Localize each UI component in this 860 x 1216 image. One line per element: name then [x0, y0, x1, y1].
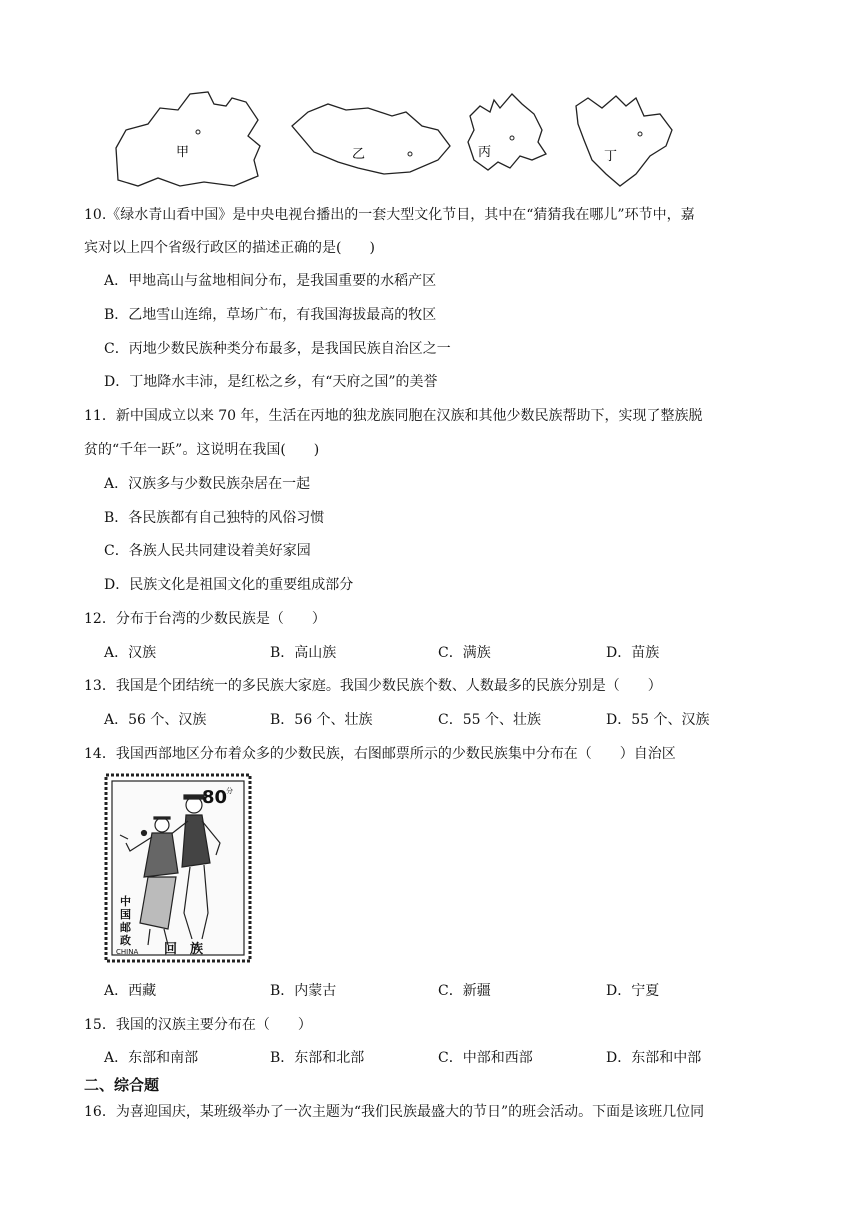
q14-option-d[interactable]: D．宁夏: [606, 983, 660, 999]
map-label-bing: 丙: [478, 145, 492, 160]
q14-stem: 14．我国西部地区分布着众多的少数民族，右图邮票所示的少数民族集中分布在（ ）自治区: [84, 746, 676, 762]
q13-option-a[interactable]: A．56 个、汉族: [104, 712, 207, 728]
q11-option-a[interactable]: A．汉族多与少数民族杂居在一起: [104, 476, 311, 492]
map-label-jia: 甲: [176, 145, 190, 160]
q12-option-c[interactable]: C．满族: [438, 645, 491, 661]
province-maps-figure: [108, 90, 688, 198]
q10-stem-line2: 宾对以上四个省级行政区的描述正确的是( ): [84, 240, 375, 256]
q13-option-b[interactable]: B．56 个、壮族: [270, 712, 373, 728]
q10-option-b[interactable]: B．乙地雪山连绵，草场广布，有我国海拔最高的牧区: [104, 307, 437, 323]
q13-stem: 13．我国是个团结统一的多民族大家庭。我国少数民族个数、人数最多的民族分别是（ ）: [84, 678, 662, 694]
q13-option-d[interactable]: D．55 个、汉族: [606, 712, 710, 728]
map-jia: [108, 90, 268, 190]
q14-option-c[interactable]: C．新疆: [438, 983, 491, 999]
q12-option-d[interactable]: D．苗族: [606, 645, 660, 661]
map-label-ding: 丁: [604, 149, 618, 164]
q12-options: [104, 642, 804, 664]
q16-stem-line1: 16．为喜迎国庆，某班级举办了一次主题为“我们民族最盛大的节日”的班会活动。下面是该班几位同: [84, 1104, 705, 1120]
q12-option-b[interactable]: B．高山族: [270, 645, 337, 661]
q15-option-d[interactable]: D．东部和中部: [606, 1050, 702, 1066]
q12-stem: 12．分布于台湾的少数民族是（ ）: [84, 611, 326, 627]
q11-stem-line2: 贫的“千年一跃”。这说明在我国( ): [84, 442, 320, 458]
q11-option-d[interactable]: D．民族文化是祖国文化的重要组成部分: [104, 577, 354, 593]
stamp-china: CHINA: [116, 948, 139, 956]
stamp-ethnic-label: 回 族: [164, 942, 204, 957]
stamp-country-3: 邮: [120, 921, 131, 934]
q10-option-d[interactable]: D．丁地降水丰沛，是红松之乡，有“天府之国”的美誉: [104, 374, 438, 390]
map-bing: [460, 90, 560, 190]
stamp-value: 80: [202, 787, 228, 808]
q12-option-a[interactable]: A．汉族: [104, 645, 157, 661]
section-heading: 二、综合题: [84, 1076, 160, 1094]
q14-option-b[interactable]: B．内蒙古: [270, 983, 337, 999]
q15-option-c[interactable]: C．中部和西部: [438, 1050, 533, 1066]
q11-option-b[interactable]: B．各民族都有自己独特的风俗习惯: [104, 510, 325, 526]
q14-option-a[interactable]: A．西藏: [104, 983, 157, 999]
map-label-yi: 乙: [352, 147, 366, 162]
stamp-country-1: 中: [120, 895, 131, 908]
q10-option-a[interactable]: A．甲地高山与盆地相间分布，是我国重要的水稻产区: [104, 273, 437, 289]
stamp-value-suffix: 分: [226, 787, 233, 795]
q15-option-b[interactable]: B．东部和北部: [270, 1050, 365, 1066]
stamp-country-4: 政: [120, 934, 131, 947]
q13-options: [104, 709, 804, 731]
q14-options: [104, 980, 804, 1002]
q15-options: [104, 1047, 804, 1069]
q10-option-c[interactable]: C．丙地少数民族种类分布最多，是我国民族自治区之一: [104, 341, 451, 357]
map-yi: [288, 90, 458, 190]
q15-stem: 15．我国的汉族主要分布在（ ）: [84, 1017, 312, 1033]
q11-option-c[interactable]: C．各族人民共同建设着美好家园: [104, 543, 311, 559]
q10-stem-line1: 10.《绿水青山看中国》是中央电视台播出的一套大型文化节目，其中在“猜猜我在哪儿”环节中，嘉: [84, 207, 695, 223]
q11-stem-line1: 11．新中国成立以来 70 年，生活在丙地的独龙族同胞在汉族和其他少数民族帮助下，实现了整族脱: [84, 408, 703, 424]
stamp-country-2: 国: [120, 908, 131, 921]
q15-option-a[interactable]: A．东部和南部: [104, 1050, 199, 1066]
map-ding: [570, 90, 680, 190]
stamp-image: [104, 773, 252, 963]
q13-option-c[interactable]: C．55 个、壮族: [438, 712, 541, 728]
